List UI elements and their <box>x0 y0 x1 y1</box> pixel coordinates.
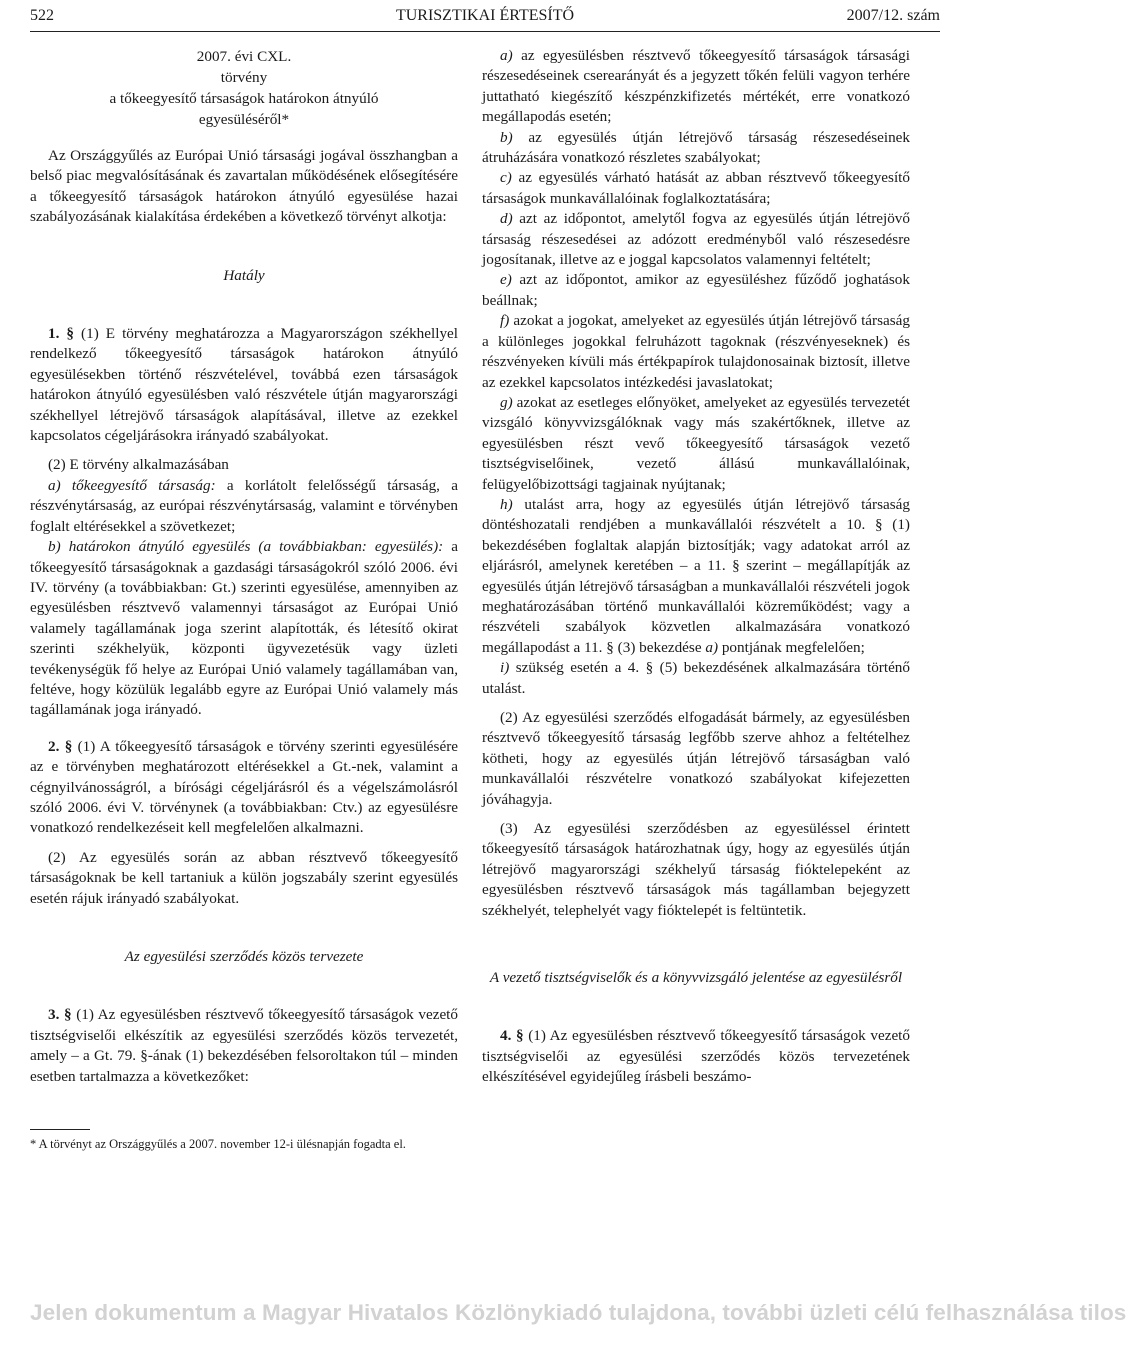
footnote: * A törvényt az Országgyűlés a 2007. november 12-i ülésnapján fogadta el. <box>30 1137 406 1152</box>
right-column <box>482 46 910 1088</box>
section-1-para-1: 1. § (1) E törvény meghatározza a Magyarországon székhellyel rendelkező tőkeegyesítő társaságok határokon átnyúló egyesülésekben történő részvételével, továbbá ezen társaságok határokon átnyúló egyesülésben való részvétele útján magyarországi székhellyel létrejövő társaságok alapításával, illetve az ezekkel kapcsolatos cégeljárásokra irányadó szabályokat. <box>30 325 459 445</box>
left-column <box>30 46 458 1152</box>
section-1-number: 1. § <box>48 325 75 343</box>
section-2-para-2: (2) Az egyesülés során az abban résztvevő tőkeegyesítő társaságoknak be kell tartaniuk a külön jogszabály szerint egyesülés esetén rájuk irányadó szabályokat. <box>30 848 458 907</box>
section-4-para-1: 4. § (1) Az egyesülésben résztvevő tőkeegyesítő társaságok vezető tisztségviselői az egyesülési szerződés közös tervezetének elkészítésével egyidejűleg írásbeli beszámo- <box>482 1027 910 1086</box>
definition-b: b) határokon átnyúló egyesülés (a továbbiakban: egyesülés): a tőkeegyesítő társaságoknak a gazdasági társaságokról szóló 2006. évi IV. törvény (a továbbiakban: Gt.) szerinti egyesülése, amennyiben az egyesülésben résztvevő valamennyi társaságot az Európai Unió valamely tagállamának joga szerint alapították, és létesítő okirat szerinti székhelyük, központi ügyvezetésük vagy üzleti tevékenységük fő helye az Európai Unió valamely tagállamában van, feltéve, hogy közülük legalább egyre az Európai Unió valamely más tagállamának joga irányadó. <box>30 538 458 719</box>
section-3-para-2: (2) Az egyesülési szerződés elfogadását bármely, az egyesülésben résztvevő tőkeegyesítő társaság legfőbb szerve ahhoz a feltételhez kötheti, hogy az egyesülés útján létrejövő társaságban való munkavállalói részvételre vonatkozó szabályokat kifejezetten jóváhagyja. <box>482 709 910 808</box>
footnote-divider <box>30 1129 90 1130</box>
law-title <box>30 46 458 130</box>
section-4-number: 4. § <box>500 1027 524 1045</box>
item-i: i) szükség esetén a 4. § (5) bekezdésének alkalmazására történő utalást. <box>482 659 910 697</box>
definition-a: a) tőkeegyesítő társaság: a korlátolt felelősségű társaság, a részvénytársaság, az európai részvénytársaság, valamint e törvényben foglalt eltérésekkel a szövetkezet; <box>30 476 458 535</box>
item-d: d) azt az időpontot, amelytől fogva az egyesülés útján létrejövő társaság részesedései az adózott eredményből való részesedésre jogosítanak, illetve az e joggal kapcsolatos valamennyi feltételt; <box>482 210 910 269</box>
item-c: c) az egyesülés várható hatását az abban résztvevő tőkeegyesítő társaságok munkavállalóinak foglalkoztatására; <box>482 169 910 207</box>
section-2-number: 2. § <box>48 737 73 755</box>
law-subject-line-1: a tőkeegyesítő társaságok határokon átnyúló <box>109 90 379 107</box>
law-subject-line-2: egyesüléséről* <box>198 111 290 128</box>
section-3-number: 3. § <box>48 1006 72 1024</box>
item-g: g) azokat az esetleges előnyöket, amelyeket az egyesülés tervezetét vizsgáló könyvvizsgálóknak vagy más szakértőknek, illetve az egyesülésben részt vevő tőkeegyesítő társaságok vezető tisztségviselőinek, vezető állású munkavállalóinak, felügyelőbizottsági tagjainak nyújtanak; <box>482 393 910 493</box>
issue-number: 2007/12. szám <box>846 7 940 24</box>
page-header <box>30 5 940 32</box>
heading-hataly: Hatály <box>223 266 265 284</box>
section-3-para-3: (3) Az egyesülési szerződésben az egyesüléssel érintett tőkeegyesítő társaságok határozhatnak úgy, hogy az egyesülés útján létrejövő magyarországi székhelyű társaság fióktelepeként az egyesülésben résztvevő társaságok más tagállamban bejegyzett székhelyét, telephelyét vagy fióktelepét is feltüntetik. <box>482 820 910 919</box>
law-type: törvény <box>220 69 268 86</box>
heading-tervezet: Az egyesülési szerződés közös tervezete <box>124 948 364 965</box>
page-number: 522 <box>30 7 54 24</box>
item-a: a) az egyesülésben résztvevő tőkeegyesítő társaságok társasági részesedéseinek cserearányát és a jegyzett tőkén felüli vagyon terhére juttatható kiegészítő készpénzkifizetés mértékét, erre vonatkozó megállapodás esetén; <box>482 47 910 126</box>
heading-jelentes: A vezető tisztségviselők és a könyvvizsgáló jelentése az egyesülésről <box>489 969 903 987</box>
item-b: b) az egyesülés útján létrejövő társaság részesedéseinek átruházására vonatkozó részletes szabályokat; <box>482 128 910 167</box>
journal-title: TURISZTIKAI ÉRTESÍTŐ <box>395 7 575 24</box>
item-f: f) azokat a jogokat, amelyeket az egyesülés útján létrejövő társaság a különleges jogokkal felruházott tagoknak (részvényeseknek) és részvényeken kívüli más értékpapírok tulajdonosainak biztosít, illetve az ezekkel kapcsolatos intézkedési javaslatokat; <box>482 312 910 391</box>
item-h: h) utalást arra, hogy az egyesülés útján létrejövő társaság döntéshozatali rendjében a munkavállalói részvételt a 10. § (1) bekezdésében foglaltak alapján biztosítják; vagy adatokat arról az eljárásról, amelynek keretében – a 11. § szerint – megállapítják az egyesülés útján létrejövő társaságban a munkavállalói részvételi jogok meghatározásában történő munkavállalói közreműködést; vagy a részvételi szabályok közvetlen alkalmazására vonatkozó megállapodást a 11. § (3) bekezdése a) pontjának megfelelően; <box>482 495 910 656</box>
watermark-notice: Jelen dokumentum a Magyar Hivatalos Közlönykiadó tulajdona, további üzleti célú felhasználása tilos <box>30 1300 1126 1325</box>
preamble: Az Országgyűlés az Európai Unió társasági jogával összhangban a belső piac megvalósításának és zavartalan működésének elősegítésére a tőkeegyesítő társaságok határokon átnyúló egyesülése hazai szabályozásának kialakítása érdekében a következő törvényt alkotja: <box>30 147 458 226</box>
item-e: e) azt az időpontot, amikor az egyesüléshez fűződő joghatások beállnak; <box>482 271 910 309</box>
section-1-para-2: (2) E törvény alkalmazásában <box>48 456 229 474</box>
law-number: 2007. évi CXL. <box>196 48 292 65</box>
section-3-para-1: 3. § (1) Az egyesülésben résztvevő tőkeegyesítő társaságok vezető tisztségviselői elkészítik az egyesülési szerződés közös tervezetét, amely – a Gt. 79. §-ának (1) bekezdésében felsoroltakon túl – minden esetben tartalmazza a következőket: <box>30 1006 458 1085</box>
section-2-para-1: 2. § (1) A tőkeegyesítő társaságok e törvény szerinti egyesülésére az e törvényben meghatározott eltérésekkel a Gt.-nek, valamint a cégnyilvánosságról, a bírósági cégeljárásról és a végelszámolásról szóló 2006. évi V. törvénynek (a továbbiakban: Ctv.) az egyesülésre vonatkozó rendelkezéseit kell megfelelően alkalmazni. <box>30 737 458 837</box>
